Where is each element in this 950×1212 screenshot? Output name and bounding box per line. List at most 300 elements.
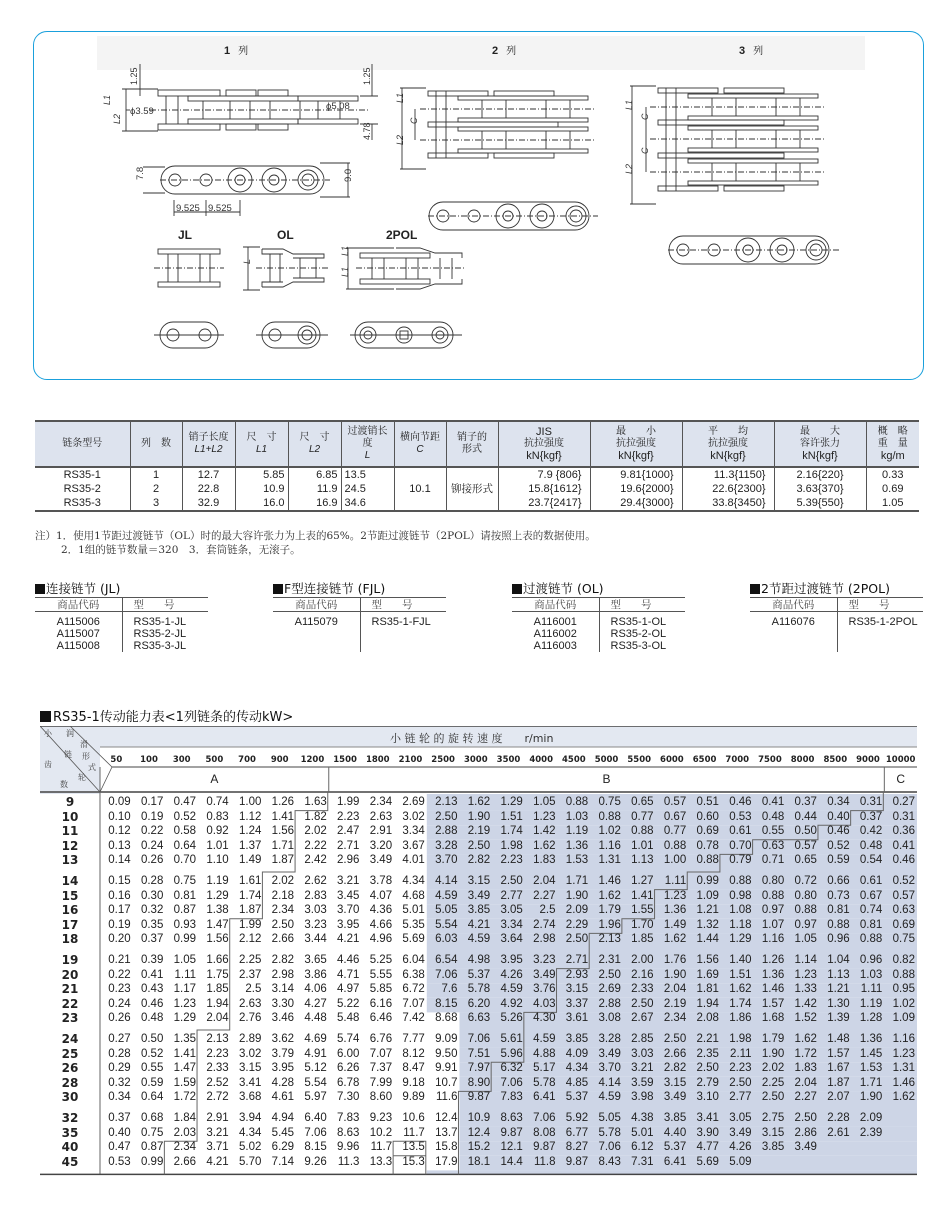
spec-header-cell	[774, 421, 866, 467]
power-value: 4.96	[369, 933, 393, 946]
spec-cell: 34.6	[341, 496, 394, 511]
power-value: 0.26	[108, 1012, 131, 1025]
spec-cell: 29.4{3000}	[590, 496, 682, 511]
power-value: 1.21	[827, 983, 850, 996]
spec-header-text: C	[416, 444, 424, 455]
power-value: 0.24	[108, 997, 131, 1010]
2pol-label: 2POL	[386, 228, 418, 242]
power-value: 1.41	[173, 1047, 197, 1060]
power-value: 0.41	[761, 796, 785, 808]
power-value: 0.93	[173, 918, 197, 931]
power-value: 15.3	[402, 1155, 425, 1168]
power-value: 0.97	[761, 904, 785, 917]
power-value: 1.62	[467, 796, 491, 808]
part-model: RS35-1-JL	[122, 612, 208, 629]
power-value: 1.87	[271, 854, 295, 867]
power-value: 8.90	[467, 1076, 491, 1089]
power-value: 3.64	[500, 933, 523, 946]
svg-text:C: C	[640, 113, 650, 120]
spec-cell: 33.8{3450}	[682, 496, 774, 511]
power-value: 0.31	[892, 810, 915, 823]
power-value: 0.83	[206, 810, 229, 823]
lube-type-b: B	[602, 772, 611, 786]
corner-label: 式	[88, 763, 96, 772]
power-value: 0.74	[206, 796, 229, 808]
spec-header-cell	[446, 421, 498, 467]
power-value: 8.68	[435, 1012, 458, 1025]
power-value: 0.48	[859, 839, 883, 852]
spec-header-text: 容许张力	[800, 438, 840, 449]
power-value: 4.68	[402, 889, 425, 902]
power-value: 1.42	[794, 997, 817, 1010]
power-value: 1.08	[729, 904, 752, 917]
svg-text:9.525: 9.525	[208, 203, 232, 214]
power-value: 6.38	[402, 968, 425, 981]
power-value: 2.12	[239, 933, 262, 946]
power-value: 1.30	[827, 997, 850, 1010]
power-value: 5.35	[402, 918, 425, 931]
power-value: 4.34	[565, 1062, 589, 1075]
power-value: 8.47	[402, 1062, 425, 1075]
teeth-count: 26	[61, 1061, 79, 1076]
power-value: 0.16	[108, 889, 131, 902]
power-value: 0.37	[140, 933, 164, 946]
power-value: 0.44	[794, 810, 817, 823]
power-value: 4.61	[271, 1091, 295, 1104]
power-value: 0.23	[108, 983, 131, 996]
power-value: 2.34	[663, 1012, 687, 1025]
spec-header-text: 概 略	[877, 426, 908, 437]
power-value: 1.38	[206, 904, 229, 917]
power-value: 1.02	[598, 825, 621, 838]
power-value: 1.23	[794, 968, 817, 981]
power-value: 7.06	[467, 1033, 491, 1045]
part-row	[35, 640, 208, 652]
power-value: 2.19	[663, 997, 687, 1010]
spec-header-text: 抗拉强度	[524, 438, 564, 449]
power-value: 0.19	[140, 810, 164, 823]
power-value: 1.71	[565, 875, 589, 887]
power-value: 0.64	[140, 1091, 164, 1104]
power-value: 0.72	[794, 875, 817, 887]
teeth-count: 25	[61, 1046, 79, 1061]
power-value: 1.23	[663, 889, 687, 902]
power-value: 3.49	[369, 854, 393, 867]
power-value: 9.87	[533, 1141, 556, 1154]
part-table	[35, 597, 208, 652]
power-value: 0.79	[729, 854, 752, 867]
power-value: 6.40	[304, 1112, 327, 1124]
power-value: 1.36	[859, 1033, 883, 1045]
power-value: 5.74	[337, 1033, 360, 1045]
power-value: 3.15	[565, 983, 589, 996]
lube-type-a: A	[210, 772, 219, 786]
part-table-jl	[35, 581, 208, 652]
power-value: 2.08	[696, 1012, 719, 1025]
diagram-title-3-row: 3 列	[739, 45, 764, 57]
power-value: 4.21	[337, 933, 360, 946]
power-value: 7.31	[631, 1155, 654, 1168]
triple-chain-side-view	[668, 236, 840, 264]
spec-cell: 16.0	[235, 496, 288, 511]
power-value: 1.68	[761, 1012, 785, 1025]
power-value: 18.1	[467, 1155, 491, 1168]
power-value: 0.67	[859, 889, 883, 902]
power-value: 0.46	[729, 796, 752, 808]
power-value: 1.36	[565, 839, 589, 852]
power-value: 0.52	[173, 810, 197, 823]
power-value: 0.65	[794, 854, 817, 867]
spec-table	[35, 420, 919, 512]
power-value: 1.94	[206, 997, 229, 1010]
power-value: 6.29	[271, 1141, 295, 1154]
power-value: 0.37	[794, 796, 817, 808]
part-row	[512, 612, 685, 629]
power-value: 4.26	[500, 968, 523, 981]
spec-header-text: L1+L2	[194, 444, 223, 455]
spec-header-text: kN{kgf}	[802, 450, 838, 462]
power-value: 1.27	[631, 875, 654, 887]
power-value: 0.27	[892, 796, 915, 808]
power-value: 1.05	[794, 933, 817, 946]
power-value: 8.15	[304, 1141, 327, 1154]
power-value: 0.53	[108, 1155, 131, 1168]
power-value: 1.29	[729, 933, 752, 946]
part-header-model: 型号	[122, 598, 208, 612]
power-value: 2.50	[271, 918, 295, 931]
spec-cell: RS35-2	[63, 483, 101, 495]
power-value: 9.26	[304, 1155, 327, 1168]
spec-header-cell	[182, 421, 235, 467]
power-value: 0.50	[794, 825, 817, 838]
power-value: 0.66	[827, 875, 850, 887]
power-value: 3.95	[271, 1062, 295, 1075]
power-value: 2.66	[663, 1047, 687, 1060]
power-value: 1.16	[761, 933, 785, 946]
power-value: 1.81	[696, 983, 719, 996]
power-value: 0.71	[761, 854, 785, 867]
part-table	[273, 597, 446, 652]
power-value: 4.59	[598, 1091, 621, 1104]
svg-text:9.525: 9.525	[176, 203, 200, 214]
power-value: 3.49	[467, 889, 491, 902]
power-value: 0.74	[859, 904, 883, 917]
power-value: 0.30	[140, 889, 164, 902]
part-code: A115008	[56, 640, 100, 652]
triple-chain-top-view	[630, 86, 825, 204]
power-value: 1.90	[467, 810, 491, 823]
power-value: 1.87	[827, 1076, 850, 1089]
power-value: 4.09	[565, 1047, 589, 1060]
power-value: 0.46	[140, 997, 164, 1010]
power-value: 1.36	[663, 904, 687, 917]
spec-cell: 1.05	[866, 496, 919, 511]
teeth-count: 22	[61, 996, 79, 1011]
power-value: 6.46	[369, 1012, 393, 1025]
svg-text:L1: L1	[624, 99, 634, 110]
power-value: 0.88	[696, 854, 719, 867]
power-value: 2.91	[369, 825, 393, 838]
power-value: 6.00	[337, 1047, 360, 1060]
power-value: 0.55	[140, 1062, 164, 1075]
power-value: 2.77	[500, 889, 523, 902]
pitch-c-cell: 10.1	[394, 467, 446, 511]
power-value: 3.67	[402, 839, 425, 852]
power-value: 1.41	[271, 810, 295, 823]
spec-header-text: L1	[255, 444, 268, 455]
power-value: 2.25	[239, 954, 262, 966]
power-value: 8.60	[369, 1091, 393, 1104]
power-value: 1.62	[598, 889, 621, 902]
power-value: 0.09	[108, 796, 131, 808]
power-value: 0.48	[761, 810, 785, 823]
power-value: 3.94	[239, 1112, 262, 1124]
power-value: 1.44	[696, 933, 719, 946]
corner-label: 数	[60, 780, 68, 789]
power-value: 9.87	[500, 1126, 523, 1139]
power-value: 0.87	[140, 1141, 164, 1154]
power-value: 1.26	[761, 954, 785, 966]
power-value: 0.27	[108, 1033, 131, 1045]
power-value: 1.26	[271, 796, 295, 808]
power-value: 0.10	[108, 810, 131, 823]
part-table-title: 连接链节 (JL)	[35, 581, 208, 596]
power-value: 0.75	[598, 796, 621, 808]
power-value: 7.06	[435, 968, 458, 981]
teeth-count: 12	[61, 838, 79, 853]
power-value: 0.63	[761, 839, 785, 852]
power-value: 6.72	[402, 983, 425, 996]
part-table-title: 过渡链节 (OL)	[512, 581, 685, 596]
power-value: 0.40	[108, 1126, 131, 1139]
power-value: 2.34	[369, 796, 393, 808]
power-value: 6.16	[369, 997, 393, 1010]
power-value: 1.18	[729, 918, 752, 931]
spec-cell: 7.9 {806}	[498, 467, 590, 482]
power-value: 1.85	[631, 933, 654, 946]
power-value: 7.42	[402, 1012, 425, 1025]
power-value: 5.54	[435, 918, 458, 931]
power-value: 1.23	[892, 1047, 915, 1060]
power-value: 1.31	[892, 1062, 915, 1075]
power-value: 7.37	[369, 1062, 393, 1075]
power-value: 1.05	[533, 796, 556, 808]
power-value: 0.37	[108, 1112, 131, 1124]
power-value: 12.4	[435, 1112, 458, 1124]
power-value: 0.88	[827, 918, 850, 931]
power-value: 2.27	[533, 889, 556, 902]
spec-header-text: 抗拉强度	[708, 438, 748, 449]
double-chain-top-view	[400, 88, 595, 169]
pin-type-cell: 铆接形式	[446, 467, 498, 511]
svg-text:9.0: 9.0	[343, 168, 354, 182]
teeth-count: 10	[61, 809, 79, 824]
power-value: 0.54	[859, 854, 883, 867]
power-value: 2.07	[827, 1091, 850, 1104]
power-value: 0.95	[892, 983, 915, 996]
power-value: 1.04	[827, 954, 850, 966]
spec-header-cell	[341, 421, 394, 467]
power-value: 2.76	[239, 1012, 262, 1025]
power-value: 2.50	[631, 997, 654, 1010]
power-value: 1.56	[206, 933, 229, 946]
power-value: 3.41	[239, 1076, 262, 1089]
power-value: 1.02	[892, 997, 915, 1010]
power-value: 3.86	[304, 968, 327, 981]
power-value: 1.24	[239, 825, 262, 838]
power-value: 2.88	[435, 825, 458, 838]
power-value: 1.05	[173, 954, 197, 966]
power-value: 3.44	[304, 933, 327, 946]
part-table-fjl	[273, 581, 446, 652]
part-code: A115006	[56, 616, 100, 628]
speed-col-header: 5000	[594, 755, 619, 765]
power-value: 5.05	[598, 1112, 621, 1124]
power-value: 4.91	[304, 1047, 327, 1060]
power-value: 0.88	[663, 839, 687, 852]
power-value: 0.69	[892, 918, 915, 931]
power-value: 4.66	[369, 918, 393, 931]
power-value: 1.46	[892, 1076, 915, 1089]
power-value: 2.09	[859, 1112, 883, 1124]
part-model: RS35-3-JL	[122, 640, 208, 652]
power-value: 4.28	[271, 1076, 295, 1089]
power-value: 2.98	[271, 968, 295, 981]
speed-col-header: 2500	[431, 755, 455, 765]
power-value: 2.82	[663, 1062, 687, 1075]
spec-header-text: kN{kgf}	[526, 450, 562, 462]
power-value: 2.79	[696, 1076, 719, 1089]
power-value: 0.59	[827, 854, 850, 867]
power-value: 0.57	[892, 889, 915, 902]
power-value: 0.58	[173, 825, 197, 838]
power-value: 1.45	[859, 1047, 883, 1060]
power-value: 1.79	[761, 1033, 785, 1045]
power-value: 0.53	[729, 810, 752, 823]
power-value: 1.82	[304, 810, 327, 823]
power-value: 2.88	[598, 997, 621, 1010]
spec-cell: 3	[130, 496, 182, 511]
diagram-title-2-row: 2 列	[492, 45, 517, 57]
power-value: 1.01	[206, 839, 229, 852]
power-value: 0.65	[631, 796, 654, 808]
teeth-count: 23	[61, 1011, 79, 1026]
power-value: 0.96	[827, 933, 850, 946]
power-value: 1.00	[663, 854, 687, 867]
power-value: 3.28	[598, 1033, 621, 1045]
power-value: 0.35	[140, 918, 164, 931]
power-value: 0.21	[108, 954, 131, 966]
power-value: 1.59	[173, 1076, 197, 1089]
power-value: 12.1	[500, 1141, 523, 1154]
speed-col-header: 9000	[856, 755, 880, 765]
power-value: 0.32	[108, 1076, 131, 1089]
power-value: 1.07	[761, 918, 785, 931]
power-value: 3.98	[631, 1091, 654, 1104]
power-value: 3.15	[761, 1126, 785, 1139]
corner-label: 轮	[78, 773, 86, 782]
power-value: 4.98	[467, 954, 491, 966]
power-value: 7.06	[533, 1112, 556, 1124]
power-value: 2.66	[271, 933, 295, 946]
ol-link-drawing	[243, 247, 328, 348]
spec-cell: 22.8	[182, 482, 235, 496]
power-value: 0.29	[108, 1062, 131, 1075]
power-value: 1.29	[500, 796, 523, 808]
power-value: 6.41	[663, 1155, 687, 1168]
power-value: 0.97	[794, 918, 817, 931]
transmission-table	[40, 726, 917, 1176]
svg-text:L2: L2	[624, 163, 634, 174]
spec-header-text: 最 大	[800, 426, 840, 437]
spec-header-text: 过渡销长度	[347, 426, 388, 449]
spec-header-cell	[682, 421, 774, 467]
power-value: 0.20	[108, 933, 131, 946]
power-value: 3.15	[663, 1076, 687, 1089]
power-value: 3.46	[271, 1012, 295, 1025]
part-row	[35, 628, 208, 640]
power-value: 1.90	[761, 1047, 785, 1060]
power-value: 0.13	[108, 839, 131, 852]
power-value: 0.52	[827, 839, 850, 852]
power-value: 1.03	[859, 968, 883, 981]
power-value: 2.04	[663, 983, 687, 996]
svg-text:L2: L2	[112, 113, 122, 124]
power-value: 2.96	[337, 854, 360, 867]
power-value: 4.77	[696, 1141, 719, 1154]
power-value: 0.47	[108, 1141, 131, 1154]
power-value: 2.77	[729, 1091, 752, 1104]
power-value: 2.37	[239, 968, 262, 981]
teeth-count: 16	[61, 903, 79, 918]
power-value: 0.59	[140, 1076, 164, 1089]
power-value: 0.88	[892, 968, 915, 981]
diagram-title-1-row: 1 列	[224, 45, 249, 57]
speed-col-header: 10000	[885, 755, 916, 765]
power-value: 1.21	[696, 904, 719, 917]
power-value: 1.57	[827, 1047, 850, 1060]
power-value: 0.42	[859, 825, 883, 838]
spec-header-text: 重 量	[877, 438, 908, 449]
power-value: 1.49	[663, 918, 687, 931]
power-value: 2.34	[173, 1141, 197, 1154]
power-value: 8.63	[500, 1112, 523, 1124]
power-value: 0.37	[859, 810, 883, 823]
power-value: 4.03	[533, 997, 556, 1010]
power-value: 1.79	[598, 904, 621, 917]
power-value: 3.10	[696, 1091, 719, 1104]
power-value: 0.52	[140, 1047, 164, 1060]
power-value: 5.01	[631, 1126, 654, 1139]
teeth-count: 24	[61, 1032, 79, 1046]
power-value: 3.21	[206, 1126, 229, 1139]
power-value: 4.92	[500, 997, 523, 1010]
power-value: 2.03	[173, 1126, 197, 1139]
spec-row	[35, 467, 919, 482]
power-value: 1.11	[174, 968, 197, 981]
power-value: 0.24	[140, 839, 164, 852]
power-value: 5.69	[696, 1155, 719, 1168]
power-value: 0.67	[663, 810, 687, 823]
power-value: 4.85	[565, 1076, 589, 1089]
spec-cell: 2	[130, 482, 182, 496]
spec-cell: RS35-3	[63, 497, 101, 509]
power-value: 1.63	[304, 796, 327, 808]
part-row	[750, 640, 923, 652]
power-value: 2.82	[467, 854, 491, 867]
power-value: 13.7	[435, 1126, 458, 1139]
spec-header-cell	[590, 421, 682, 467]
